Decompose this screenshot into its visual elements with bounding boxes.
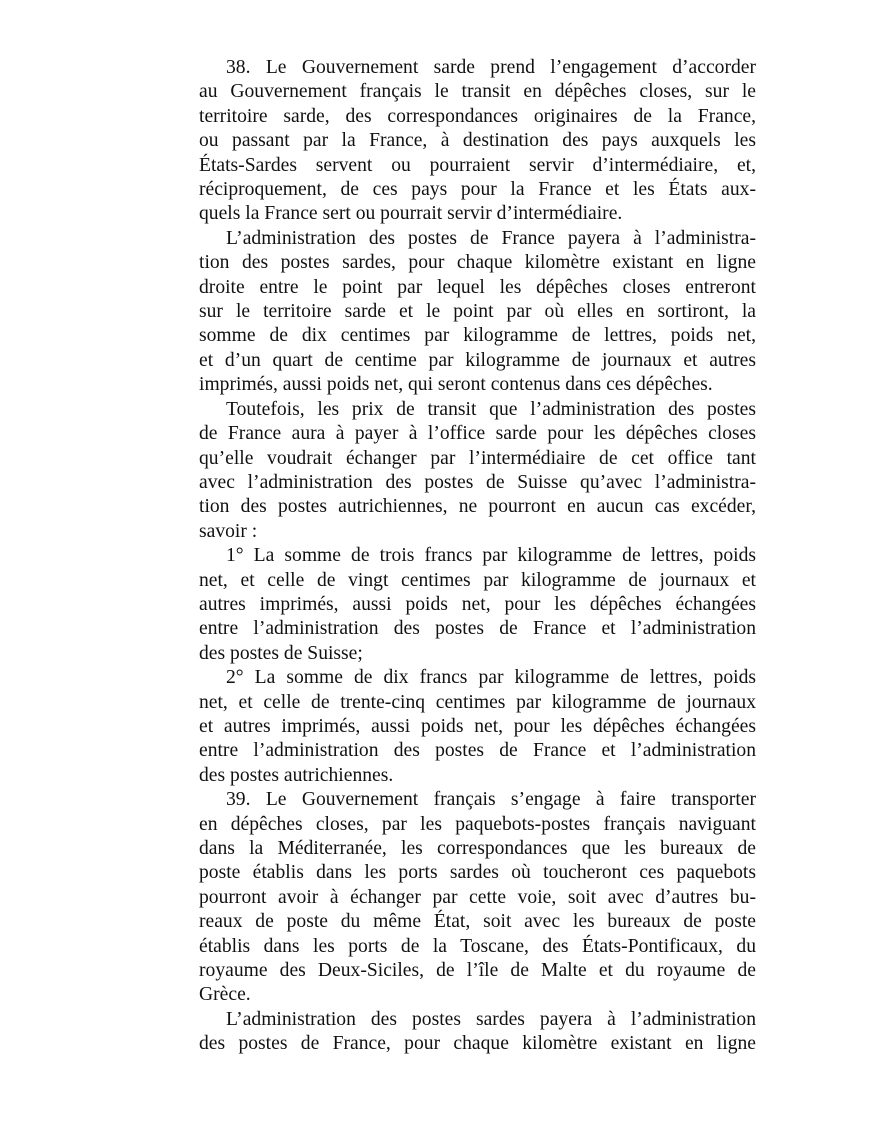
text-line: établis dans les ports de la Toscane, des États-Pontificaux, du [199, 935, 756, 957]
text-line: des postes de Suisse; [199, 642, 363, 664]
paragraph-item-2 [172, 666, 756, 788]
text-line: entre l’administration des postes de France et l’administration [199, 618, 756, 640]
text-line: autres imprimés, aussi poids net, pour les dépêches échangées [199, 593, 756, 615]
text-line: des postes de France, pour chaque kilomètre existant en ligne [199, 1033, 756, 1055]
text-line: quels la France sert ou pourrait servir d’intermédiaire. [199, 203, 623, 225]
text-line: L’administration des postes sardes payera à l’administration [226, 1008, 756, 1030]
paragraph-article-39 [172, 788, 756, 1008]
text-line: Grèce. [199, 984, 251, 1006]
text-line: pourront avoir à échanger par cette voie, soit avec d’autres bu- [199, 886, 756, 908]
text-line: qu’elle voudrait échanger par l’intermédiaire de cet office tant [199, 447, 756, 469]
text-line: reaux de poste du même État, soit avec les bureaux de poste [199, 911, 756, 933]
text-line: 2° La somme de dix francs par kilogramme de lettres, poids [226, 667, 756, 689]
text-line: 38. Le Gouvernement sarde prend l’engagement d’accorder [226, 57, 756, 78]
text-line: imprimés, aussi poids net, qui seront contenus dans ces dépêches. [199, 374, 713, 396]
paragraph-article-38-payment [172, 227, 756, 398]
text-line: tion des postes sardes, pour chaque kilomètre existant en ligne [199, 252, 756, 274]
text-line: entre l’administration des postes de France et l’administration [199, 740, 756, 762]
text-line: réciproquement, de ces pays pour la France et les États aux- [199, 179, 756, 201]
text-line: territoire sarde, des correspondances originaires de la France, [199, 105, 756, 127]
text-line: royaume des Deux-Siciles, de l’île de Malte et du royaume de [199, 960, 756, 982]
document-text [172, 56, 756, 1057]
text-line: et autres imprimés, aussi poids net, pour les dépêches échangées [199, 715, 756, 737]
text-line: en dépêches closes, par les paquebots-postes français naviguant [199, 813, 756, 835]
text-line: au Gouvernement français le transit en dépêches closes, sur le [199, 81, 756, 103]
text-line: des postes autrichiennes. [199, 764, 394, 786]
text-line: tion des postes autrichiennes, ne pourront en aucun cas excéder, [199, 496, 756, 518]
text-line: et d’un quart de centime par kilogramme de journaux et autres [199, 349, 756, 371]
text-line: sur le territoire sarde et le point par où elles en sortiront, la [199, 301, 756, 323]
text-line: poste établis dans les ports sardes où toucheront ces paquebots [199, 862, 756, 884]
paragraph-article-38-toutefois [172, 398, 756, 544]
text-line: Toutefois, les prix de transit que l’administration des postes [226, 398, 756, 420]
text-line: L’administration des postes de France payera à l’administra- [226, 227, 756, 249]
text-line: dans la Méditerranée, les correspondances que les bureaux de [199, 838, 756, 859]
paragraph-item-1 [172, 544, 756, 666]
paragraph-article-38 [172, 56, 756, 227]
text-line: 1° La somme de trois francs par kilogramme de lettres, poids [226, 545, 756, 567]
text-line: somme de dix centimes par kilogramme de lettres, poids net, [199, 325, 756, 347]
text-line: net, et celle de vingt centimes par kilogramme de journaux et [199, 569, 756, 591]
text-line: savoir : [199, 520, 258, 542]
text-line: ou passant par la France, à destination des pays auxquels les [199, 130, 756, 152]
paragraph-article-39-payment [172, 1008, 756, 1057]
text-line: net, et celle de trente-cinq centimes par kilogramme de journaux [199, 691, 756, 713]
text-line: États-Sardes servent ou pourraient servir d’intermédiaire, et, [199, 154, 756, 176]
text-line: avec l’administration des postes de Suisse qu’avec l’administra- [199, 471, 756, 493]
text-line: droite entre le point par lequel les dépêches closes entreront [199, 276, 756, 298]
text-line: de France aura à payer à l’office sarde pour les dépêches closes [199, 423, 756, 445]
text-line: 39. Le Gouvernement français s’engage à faire transporter [226, 789, 756, 811]
